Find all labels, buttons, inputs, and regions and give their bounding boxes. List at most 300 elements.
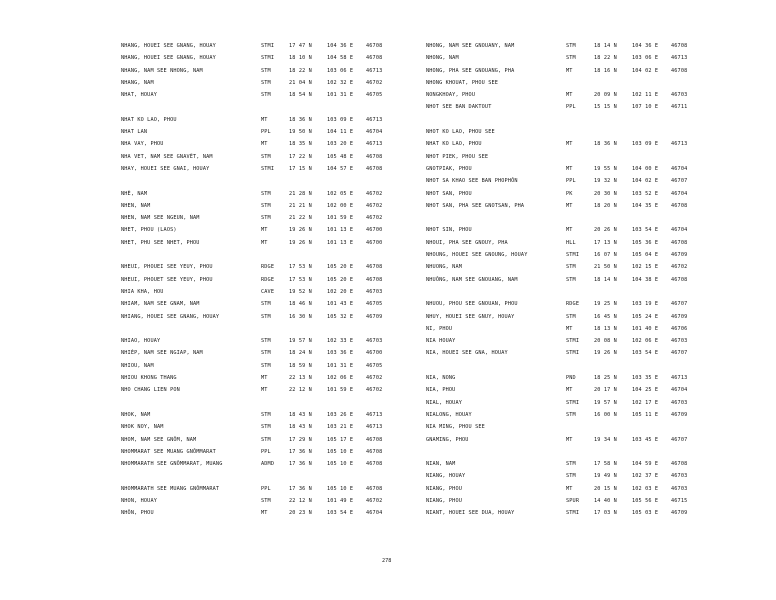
entry-latitude: 18 16 N bbox=[594, 67, 617, 74]
entry-map-code: 46713 bbox=[671, 55, 688, 62]
entry-type: MT bbox=[261, 510, 268, 517]
gazetteer-entry bbox=[121, 335, 461, 347]
entry-longitude: 104 59 E bbox=[632, 461, 659, 468]
gazetteer-right-column bbox=[426, 40, 766, 520]
entry-name: NHOUI, PHA SEE GNOUY, PHA bbox=[426, 239, 508, 246]
entry-map-code: 46713 bbox=[366, 116, 383, 123]
entry-longitude: 101 13 E bbox=[327, 239, 354, 246]
entry-latitude: 21 04 N bbox=[289, 79, 312, 86]
gazetteer-entry bbox=[426, 409, 766, 421]
entry-type: SPUR bbox=[566, 497, 580, 504]
entry-latitude: 20 23 N bbox=[289, 510, 312, 517]
entry-longitude: 102 17 E bbox=[632, 399, 659, 406]
entry-type: RDGE bbox=[566, 301, 580, 308]
entry-name: NHUÔNG, NAM SEE GNOUANG, NAM bbox=[426, 276, 518, 283]
entry-name: NHEUI, PHOUET SEE YEUY, PHOU bbox=[121, 276, 213, 283]
gazetteer-entry bbox=[121, 298, 461, 310]
entry-latitude: 18 35 N bbox=[289, 141, 312, 148]
entry-type: MT bbox=[566, 387, 573, 394]
entry-longitude: 102 06 E bbox=[632, 338, 659, 345]
gazetteer-entry bbox=[426, 397, 766, 409]
entry-type: STMI bbox=[566, 350, 580, 357]
gazetteer-entry bbox=[426, 274, 766, 286]
entry-latitude: 22 13 N bbox=[289, 375, 312, 382]
entry-latitude: 21 22 N bbox=[289, 215, 312, 222]
entry-map-code: 46713 bbox=[671, 375, 688, 382]
entry-name: NHAT, HOUAY bbox=[121, 92, 158, 99]
entry-type: MT bbox=[566, 92, 573, 99]
gazetteer-entry bbox=[426, 175, 766, 187]
entry-type: MT bbox=[566, 202, 573, 209]
gazetteer-entry bbox=[426, 138, 766, 150]
entry-type: STM bbox=[261, 79, 271, 86]
entry-map-code: 46708 bbox=[366, 448, 383, 455]
entry-name: NHOT SAN, PHOU bbox=[426, 190, 472, 197]
entry-type: MT bbox=[566, 165, 573, 172]
entry-map-code: 46704 bbox=[366, 129, 383, 136]
gazetteer-entry bbox=[121, 77, 461, 89]
gazetteer-entry bbox=[121, 261, 461, 273]
entry-name: NHÈ, NAM bbox=[121, 190, 148, 197]
gazetteer-entry bbox=[426, 470, 766, 482]
entry-name: NIAN, NAM bbox=[426, 461, 456, 468]
entry-longitude: 104 57 E bbox=[327, 165, 354, 172]
gazetteer-left-column bbox=[121, 40, 461, 520]
gazetteer-entry bbox=[426, 163, 766, 175]
entry-longitude: 101 13 E bbox=[327, 227, 354, 234]
entry-latitude: 19 25 N bbox=[594, 301, 617, 308]
entry-map-code: 46707 bbox=[671, 178, 688, 185]
entry-latitude: 20 26 N bbox=[594, 227, 617, 234]
entry-latitude: 16 00 N bbox=[594, 411, 617, 418]
gazetteer-entry bbox=[426, 188, 766, 200]
entry-latitude: 21 21 N bbox=[289, 202, 312, 209]
entry-name: NHON, HOUAY bbox=[121, 497, 158, 504]
entry-map-code: 46708 bbox=[671, 202, 688, 209]
entry-latitude: 18 22 N bbox=[594, 55, 617, 62]
entry-longitude: 104 36 E bbox=[327, 43, 354, 49]
entry-map-code: 46713 bbox=[671, 141, 688, 148]
entry-latitude: 18 14 N bbox=[594, 43, 617, 49]
gazetteer-entry bbox=[426, 495, 766, 507]
entry-type: MT bbox=[566, 227, 573, 234]
entry-name: NHANG, NAM bbox=[121, 79, 154, 86]
gazetteer-entry bbox=[426, 483, 766, 495]
entry-longitude: 104 25 E bbox=[632, 387, 659, 394]
gazetteer-entry bbox=[121, 126, 461, 138]
entry-longitude: 105 36 E bbox=[632, 239, 659, 246]
entry-latitude: 14 40 N bbox=[594, 497, 617, 504]
entry-latitude: 18 59 N bbox=[289, 362, 312, 369]
entry-map-code: 46708 bbox=[366, 55, 383, 62]
entry-latitude: 18 43 N bbox=[289, 424, 312, 431]
entry-longitude: 105 20 E bbox=[327, 276, 354, 283]
entry-map-code: 46704 bbox=[671, 387, 688, 394]
entry-map-code: 46705 bbox=[366, 362, 383, 369]
entry-latitude: 19 57 N bbox=[594, 399, 617, 406]
entry-latitude: 17 22 N bbox=[289, 153, 312, 160]
entry-name: NHEN, NAM bbox=[121, 202, 151, 209]
gazetteer-entry bbox=[121, 409, 461, 421]
entry-longitude: 102 15 E bbox=[632, 264, 659, 271]
gazetteer-entry bbox=[426, 151, 766, 163]
entry-latitude: 18 25 N bbox=[594, 375, 617, 382]
entry-type: STM bbox=[566, 264, 576, 271]
entry-name: NHEUI, PHOUEI SEE YEUY, PHOU bbox=[121, 264, 213, 271]
gazetteer-entry bbox=[426, 458, 766, 470]
gazetteer-entry bbox=[121, 200, 461, 212]
entry-map-code: 46713 bbox=[366, 67, 383, 74]
gazetteer-entry bbox=[121, 274, 461, 286]
entry-type: MT bbox=[566, 141, 573, 148]
entry-longitude: 103 36 E bbox=[327, 350, 354, 357]
entry-latitude: 19 49 N bbox=[594, 473, 617, 480]
entry-longitude: 105 03 E bbox=[632, 510, 659, 517]
entry-map-code: 46708 bbox=[366, 461, 383, 468]
entry-map-code: 46702 bbox=[366, 375, 383, 382]
entry-longitude: 103 52 E bbox=[632, 190, 659, 197]
gazetteer-entry bbox=[426, 237, 766, 249]
entry-name: NHAY, HOUEI SEE GNAI, HOUAY bbox=[121, 165, 210, 172]
entry-map-code: 46702 bbox=[366, 202, 383, 209]
entry-name: NHIAM, NAM SEE GNAM, NAM bbox=[121, 301, 200, 308]
gazetteer-entry bbox=[121, 347, 461, 359]
entry-latitude: 17 53 N bbox=[289, 276, 312, 283]
entry-map-code: 46705 bbox=[366, 92, 383, 99]
entry-latitude: 17 58 N bbox=[594, 461, 617, 468]
entry-type: STM bbox=[566, 411, 576, 418]
entry-type: PPL bbox=[261, 129, 271, 136]
entry-type: STM bbox=[566, 43, 576, 49]
entry-longitude: 102 06 E bbox=[327, 375, 354, 382]
entry-map-code: 46708 bbox=[671, 461, 688, 468]
entry-latitude: 18 36 N bbox=[289, 116, 312, 123]
entry-latitude: 22 12 N bbox=[289, 387, 312, 394]
gazetteer-entry bbox=[121, 507, 461, 519]
entry-longitude: 105 17 E bbox=[327, 436, 354, 443]
entry-longitude: 105 32 E bbox=[327, 313, 354, 320]
entry-map-code: 46709 bbox=[366, 313, 383, 320]
entry-map-code: 46708 bbox=[366, 43, 383, 49]
entry-name: NIA MING, PHOU SEE bbox=[426, 424, 485, 431]
entry-map-code: 46703 bbox=[671, 473, 688, 480]
entry-longitude: 104 00 E bbox=[632, 165, 659, 172]
entry-latitude: 21 28 N bbox=[289, 190, 312, 197]
gazetteer-entry bbox=[121, 65, 461, 77]
gazetteer-entry bbox=[426, 311, 766, 323]
entry-latitude: 19 32 N bbox=[594, 178, 617, 185]
gazetteer-entry bbox=[121, 151, 461, 163]
entry-type: MT bbox=[261, 239, 268, 246]
gazetteer-entry bbox=[121, 52, 461, 64]
entry-latitude: 19 52 N bbox=[289, 288, 312, 295]
entry-latitude: 18 13 N bbox=[594, 325, 617, 332]
entry-latitude: 20 09 N bbox=[594, 92, 617, 99]
entry-type: RDGE bbox=[261, 276, 275, 283]
entry-latitude: 16 45 N bbox=[594, 313, 617, 320]
entry-type: PPL bbox=[261, 448, 271, 455]
entry-name: NHANG, HOUEI SEE GNANG, HOUAY bbox=[121, 55, 216, 62]
entry-type: STM bbox=[261, 313, 271, 320]
entry-type: CAVE bbox=[261, 288, 275, 295]
entry-latitude: 20 17 N bbox=[594, 387, 617, 394]
entry-latitude: 17 36 N bbox=[289, 485, 312, 492]
entry-name: NHIANG, HOUEI SEE GNANG, HOUAY bbox=[121, 313, 220, 320]
entry-name: NIAL, HOUAY bbox=[426, 399, 463, 406]
entry-map-code: 46708 bbox=[366, 153, 383, 160]
entry-latitude: 15 15 N bbox=[594, 104, 617, 111]
entry-map-code: 46703 bbox=[366, 338, 383, 345]
entry-longitude: 103 06 E bbox=[327, 67, 354, 74]
entry-latitude: 18 10 N bbox=[289, 55, 312, 62]
entry-longitude: 104 35 E bbox=[632, 202, 659, 209]
entry-type: STM bbox=[566, 313, 576, 320]
entry-name: NIANG, HOUAY bbox=[426, 473, 466, 480]
entry-type: STMI bbox=[566, 399, 580, 406]
entry-longitude: 102 20 E bbox=[327, 288, 354, 295]
entry-latitude: 18 14 N bbox=[594, 276, 617, 283]
entry-latitude: 20 08 N bbox=[594, 338, 617, 345]
entry-map-code: 46708 bbox=[671, 239, 688, 246]
gazetteer-entry bbox=[121, 163, 461, 175]
entry-name: NHOK, NAM bbox=[121, 411, 151, 418]
gazetteer-entry bbox=[426, 372, 766, 384]
entry-map-code: 46700 bbox=[366, 239, 383, 246]
entry-latitude: 19 50 N bbox=[289, 129, 312, 136]
entry-latitude: 17 36 N bbox=[289, 448, 312, 455]
entry-name: GNAMING, PHOU bbox=[426, 436, 469, 443]
entry-latitude: 18 46 N bbox=[289, 301, 312, 308]
entry-map-code: 46708 bbox=[671, 276, 688, 283]
entry-longitude: 101 31 E bbox=[327, 362, 354, 369]
entry-longitude: 102 11 E bbox=[632, 92, 659, 99]
entry-latitude: 17 53 N bbox=[289, 264, 312, 271]
entry-latitude: 18 36 N bbox=[594, 141, 617, 148]
gazetteer-entry bbox=[426, 384, 766, 396]
entry-type: MT bbox=[566, 67, 573, 74]
gazetteer-entry bbox=[121, 495, 461, 507]
gazetteer-entry bbox=[121, 40, 461, 52]
gazetteer-entry bbox=[121, 188, 461, 200]
entry-map-code: 46705 bbox=[366, 301, 383, 308]
entry-latitude: 17 13 N bbox=[594, 239, 617, 246]
entry-map-code: 46708 bbox=[366, 485, 383, 492]
entry-type: ADMD bbox=[261, 461, 275, 468]
entry-map-code: 46704 bbox=[671, 227, 688, 234]
entry-name: NIANG, PHOU bbox=[426, 485, 463, 492]
entry-type: STM bbox=[261, 497, 271, 504]
entry-longitude: 105 24 E bbox=[632, 313, 659, 320]
entry-name: NHOT SIN, PHOU bbox=[426, 227, 472, 234]
entry-name: NHA VET, NAM SEE GNAVẼT, NAM bbox=[121, 153, 213, 160]
entry-name: NHONG, NAM bbox=[426, 55, 459, 62]
gazetteer-entry bbox=[426, 89, 766, 101]
entry-longitude: 105 10 E bbox=[327, 448, 354, 455]
entry-latitude: 19 57 N bbox=[289, 338, 312, 345]
entry-map-code: 46707 bbox=[671, 436, 688, 443]
entry-name: NHOMMARATH SEE GNÔMMARAT, MUANG bbox=[121, 461, 223, 468]
entry-name: NHUOU, PHOU SEE GNOUAN, PHOU bbox=[426, 301, 518, 308]
entry-map-code: 46704 bbox=[671, 165, 688, 172]
entry-type: STM bbox=[566, 473, 576, 480]
entry-name: NHIÈP, NAM SEE NGIAP, NAM bbox=[121, 350, 203, 357]
entry-map-code: 46709 bbox=[671, 411, 688, 418]
gazetteer-entry bbox=[121, 458, 461, 470]
entry-longitude: 102 37 E bbox=[632, 473, 659, 480]
entry-type: STM bbox=[261, 67, 271, 74]
entry-name: NHOT SA KHAO SEE BAN PHOPHÔN bbox=[426, 178, 518, 185]
entry-map-code: 46703 bbox=[671, 92, 688, 99]
gazetteer-entry bbox=[426, 200, 766, 212]
entry-longitude: 101 43 E bbox=[327, 301, 354, 308]
entry-map-code: 46702 bbox=[366, 497, 383, 504]
entry-name: NIA, PHOU bbox=[426, 387, 456, 394]
entry-map-code: 46708 bbox=[366, 276, 383, 283]
entry-map-code: 46702 bbox=[366, 190, 383, 197]
entry-type: STMI bbox=[566, 338, 580, 345]
gazetteer-entry bbox=[426, 434, 766, 446]
entry-name: NHET, PHU SEE NHET, PHOU bbox=[121, 239, 200, 246]
entry-map-code: 46702 bbox=[671, 264, 688, 271]
entry-name: NHOK NOY, NAM bbox=[121, 424, 164, 431]
gazetteer-entry bbox=[121, 372, 461, 384]
gazetteer-entry bbox=[121, 434, 461, 446]
entry-name: NHAT KO LAO, PHOU bbox=[426, 141, 482, 148]
entry-map-code: 46709 bbox=[671, 510, 688, 517]
entry-longitude: 101 59 E bbox=[327, 215, 354, 222]
gazetteer-entry bbox=[426, 347, 766, 359]
entry-type: MT bbox=[261, 141, 268, 148]
entry-longitude: 101 31 E bbox=[327, 92, 354, 99]
entry-longitude: 103 45 E bbox=[632, 436, 659, 443]
entry-latitude: 19 26 N bbox=[289, 239, 312, 246]
entry-map-code: 46713 bbox=[366, 424, 383, 431]
entry-name: NHUONG, NAM bbox=[426, 264, 463, 271]
entry-name: NIA, HOUEI SEE GNA, HOUAY bbox=[426, 350, 508, 357]
gazetteer-entry bbox=[121, 114, 461, 126]
gazetteer-entry bbox=[426, 249, 766, 261]
entry-longitude: 105 56 E bbox=[632, 497, 659, 504]
entry-name: NIANT, HOUEI SEE DUA, HOUAY bbox=[426, 510, 515, 517]
entry-latitude: 16 07 N bbox=[594, 252, 617, 259]
entry-map-code: 46707 bbox=[671, 350, 688, 357]
entry-type: STM bbox=[261, 301, 271, 308]
entry-type: STM bbox=[261, 338, 271, 345]
entry-type: STM bbox=[566, 461, 576, 468]
entry-name: NIALONG, HOUAY bbox=[426, 411, 472, 418]
entry-type: STM bbox=[261, 215, 271, 222]
entry-name: NHANG, NAM SEE NHONG, NAM bbox=[121, 67, 203, 74]
entry-type: HLL bbox=[566, 239, 576, 246]
entry-map-code: 46713 bbox=[366, 141, 383, 148]
gazetteer-entry bbox=[426, 261, 766, 273]
entry-latitude: 19 34 N bbox=[594, 436, 617, 443]
entry-map-code: 46709 bbox=[671, 313, 688, 320]
entry-name: NHOMMARAT SEE MUANG GNÔMMARAT bbox=[121, 448, 216, 455]
gazetteer-entry bbox=[426, 335, 766, 347]
entry-map-code: 46702 bbox=[366, 215, 383, 222]
entry-name: NHANG, HOUEI SEE GNANG, HOUAY bbox=[121, 43, 216, 49]
entry-name: NHOT SAN, PHA SEE GNOTSAN, PHA bbox=[426, 202, 525, 209]
gazetteer-entry bbox=[426, 126, 766, 138]
entry-name: GNOTPIAK, PHOU bbox=[426, 165, 472, 172]
entry-longitude: 103 54 E bbox=[327, 510, 354, 517]
entry-longitude: 102 03 E bbox=[632, 485, 659, 492]
entry-type: STM bbox=[261, 92, 271, 99]
entry-map-code: 46708 bbox=[366, 165, 383, 172]
entry-name: NHIOU KHONG THANG bbox=[121, 375, 177, 382]
entry-latitude: 18 54 N bbox=[289, 92, 312, 99]
entry-map-code: 46700 bbox=[366, 227, 383, 234]
entry-type: STMI bbox=[261, 55, 275, 62]
gazetteer-entry bbox=[121, 360, 461, 372]
entry-longitude: 105 04 E bbox=[632, 252, 659, 259]
entry-latitude: 19 26 N bbox=[594, 350, 617, 357]
entry-longitude: 103 09 E bbox=[632, 141, 659, 148]
entry-longitude: 103 06 E bbox=[632, 55, 659, 62]
entry-name: NHEN, NAM SEE NGEUN, NAM bbox=[121, 215, 200, 222]
entry-latitude: 20 30 N bbox=[594, 190, 617, 197]
entry-name: NHOT KO LAO, PHOU SEE bbox=[426, 129, 495, 136]
entry-latitude: 19 26 N bbox=[289, 227, 312, 234]
gazetteer-entry bbox=[426, 101, 766, 113]
gazetteer-entry bbox=[121, 237, 461, 249]
entry-latitude: 17 29 N bbox=[289, 436, 312, 443]
entry-map-code: 46708 bbox=[671, 67, 688, 74]
entry-name: NI, PHOU bbox=[426, 325, 453, 332]
gazetteer-entry bbox=[121, 224, 461, 236]
entry-name: NHONG, NAM SEE GNOUANY, NAM bbox=[426, 43, 515, 49]
entry-latitude: 17 15 N bbox=[289, 165, 312, 172]
entry-name: NHONG, PHA SEE GNOUANG, PHA bbox=[426, 67, 515, 74]
entry-name: NONGKHOAY, PHOU bbox=[426, 92, 476, 99]
entry-type: MT bbox=[566, 325, 573, 332]
gazetteer-entry bbox=[121, 212, 461, 224]
entry-name: NHIA KHA, HOU bbox=[121, 288, 164, 295]
entry-type: MT bbox=[566, 485, 573, 492]
entry-longitude: 102 05 E bbox=[327, 190, 354, 197]
entry-name: NHOMMARATH SEE MUANG GNÔMMARAT bbox=[121, 485, 220, 492]
entry-map-code: 46713 bbox=[366, 411, 383, 418]
entry-longitude: 101 49 E bbox=[327, 497, 354, 504]
gazetteer-entry bbox=[121, 89, 461, 101]
entry-name: NHOT PIEK, PHOU SEE bbox=[426, 153, 489, 160]
entry-longitude: 105 10 E bbox=[327, 485, 354, 492]
entry-longitude: 101 59 E bbox=[327, 387, 354, 394]
entry-latitude: 18 22 N bbox=[289, 67, 312, 74]
gazetteer-entry bbox=[426, 421, 766, 433]
entry-map-code: 46711 bbox=[671, 104, 688, 111]
entry-longitude: 105 48 E bbox=[327, 153, 354, 160]
entry-type: PPL bbox=[566, 178, 576, 185]
entry-name: NHET, PHOU (LAOS) bbox=[121, 227, 177, 234]
entry-map-code: 46703 bbox=[671, 338, 688, 345]
gazetteer-entry bbox=[426, 298, 766, 310]
entry-name: NHOT SEE BAN DAKTOUT bbox=[426, 104, 492, 111]
entry-longitude: 101 40 E bbox=[632, 325, 659, 332]
gazetteer-entry bbox=[121, 446, 461, 458]
entry-longitude: 103 54 E bbox=[632, 227, 659, 234]
entry-map-code: 46708 bbox=[366, 264, 383, 271]
entry-longitude: 103 26 E bbox=[327, 411, 354, 418]
entry-type: STM bbox=[261, 153, 271, 160]
entry-type: STM bbox=[261, 362, 271, 369]
entry-longitude: 102 32 E bbox=[327, 79, 354, 86]
entry-name: NHO CHANG LIEN PON bbox=[121, 387, 180, 394]
entry-latitude: 16 30 N bbox=[289, 313, 312, 320]
entry-map-code: 46708 bbox=[671, 43, 688, 49]
gazetteer-entry bbox=[121, 483, 461, 495]
